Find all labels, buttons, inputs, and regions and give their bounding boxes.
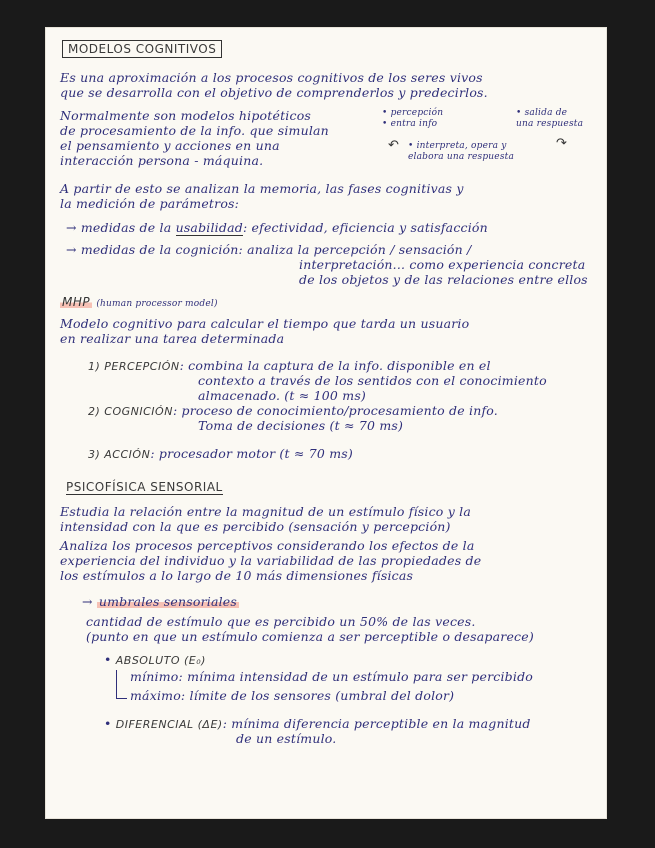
mhp-item-percepcion [88,358,588,374]
measure-usabilidad-rest: : efectividad, eficiencia y satisfacción [242,220,488,235]
measure-usabilidad-term: usabilidad [175,220,243,235]
curved-arrow-up-icon: ↷ [556,136,567,151]
side-note-elabora: elabora una respuesta [408,152,515,162]
mhp-label: MHP [62,295,91,309]
page-title: MODELOS COGNITIVOS [62,40,222,58]
measure-usabilidad: → medidas de la usabilidad: efectividad, eficiencia y satisfacción [66,220,488,235]
measure-usabilidad-label: medidas de la [80,220,172,235]
umbrales-heading: → umbrales sensoriales [82,594,238,609]
mhp-item-accion [88,446,588,462]
absoluto-minimo: mínimo: mínima intensidad de un estímulo para ser percibido [130,669,533,684]
mhp-item-percepcion-label: 1) PERCEPCIÓN [88,360,180,373]
absoluto-maximo: máximo: límite de los sensores (umbral del dolor) [130,688,455,703]
absoluto-label: ABSOLUTO (E₀) [115,654,206,667]
side-note-salida: • salida de [516,108,568,118]
side-note-percepcion: • percepción [382,108,444,118]
curved-arrow-icon: ↶ [388,138,399,153]
psico-paragraph-2: Analiza los procesos perceptivos considerando los efectos de la experiencia del individuo y la variabilidad de las propiedades de los estímulos a lo largo de 10 más dimensiones físicas [60,538,482,583]
mhp-item-percepcion-text: : combina la captura de la info. disponible en el [179,358,491,373]
diferencial-item: • DIFERENCIAL (ΔE): mínima diferencia perceptible en la magnitud [104,716,531,731]
psico-paragraph-1: Estudia la relación entre la magnitud de un estímulo físico y la intensidad con la que es percibido (sensación y percepción) [60,504,471,534]
side-note-entra-info: • entra info [382,119,438,129]
absoluto-item: • ABSOLUTO (E₀) [104,652,206,667]
mhp-paragraph: Modelo cognitivo para calcular el tiempo que tarda un usuario en realizar una tarea determinada [60,316,470,346]
notebook-page [46,28,606,818]
umbrales-paragraph: cantidad de estímulo que es percibido un 50% de las veces. (punto en que un estímulo comienza a ser perceptible o desaparece) [86,614,534,644]
psico-heading: PSICOFÍSICA SENSORIAL [66,480,223,494]
mhp-item-cognicion-label: 2) COGNICIÓN [88,405,173,418]
analysis-paragraph: A partir de esto se analizan la memoria, las fases cognitivas y la medición de parámetros: [60,181,464,211]
side-note-interpreta: • interpreta, opera y [408,141,507,151]
mhp-item-accion-text: : procesador motor (t ≈ 70 ms) [150,446,353,461]
mhp-item-cognicion-cont: Toma de decisiones (t ≈ 70 ms) [198,418,404,433]
mhp-item-accion-label: 3) ACCIÓN [88,448,151,461]
diferencial-text: : mínima diferencia perceptible en la magnitud [222,716,531,731]
mhp-heading [60,294,218,310]
mhp-item-cognicion [88,403,588,419]
bracket-absoluto [116,670,127,699]
mhp-item-percepcion-cont: contexto a través de los sentidos con el conocimiento almacenado. (t ≈ 100 ms) [198,373,547,403]
mhp-item-cognicion-text: : proceso de conocimiento/procesamiento de info. [172,403,498,418]
models-paragraph: Normalmente son modelos hipotéticos de procesamiento de la info. que simulan el pensamiento y acciones en una interacción persona - máquina. [60,108,329,168]
measure-cognicion-text: medidas de la cognición: analiza la percepción / sensación / [80,242,472,257]
side-note-respuesta: una respuesta [516,119,584,129]
measure-cognicion: → medidas de la cognición: analiza la percepción / sensación / [66,242,472,257]
diferencial-label: DIFERENCIAL (ΔE) [115,718,223,731]
measure-cognicion-cont: interpretación... como experiencia concreta de los objetos y de las relaciones entre ellos [299,257,588,287]
umbrales-label: umbrales sensoriales [98,594,238,609]
mhp-subtitle: (human processor model) [96,299,218,309]
intro-paragraph: Es una aproximación a los procesos cognitivos de los seres vivos que se desarrolla con el objetivo de comprenderlos y predecirlos. [60,70,488,100]
diferencial-cont: de un estímulo. [236,731,337,746]
